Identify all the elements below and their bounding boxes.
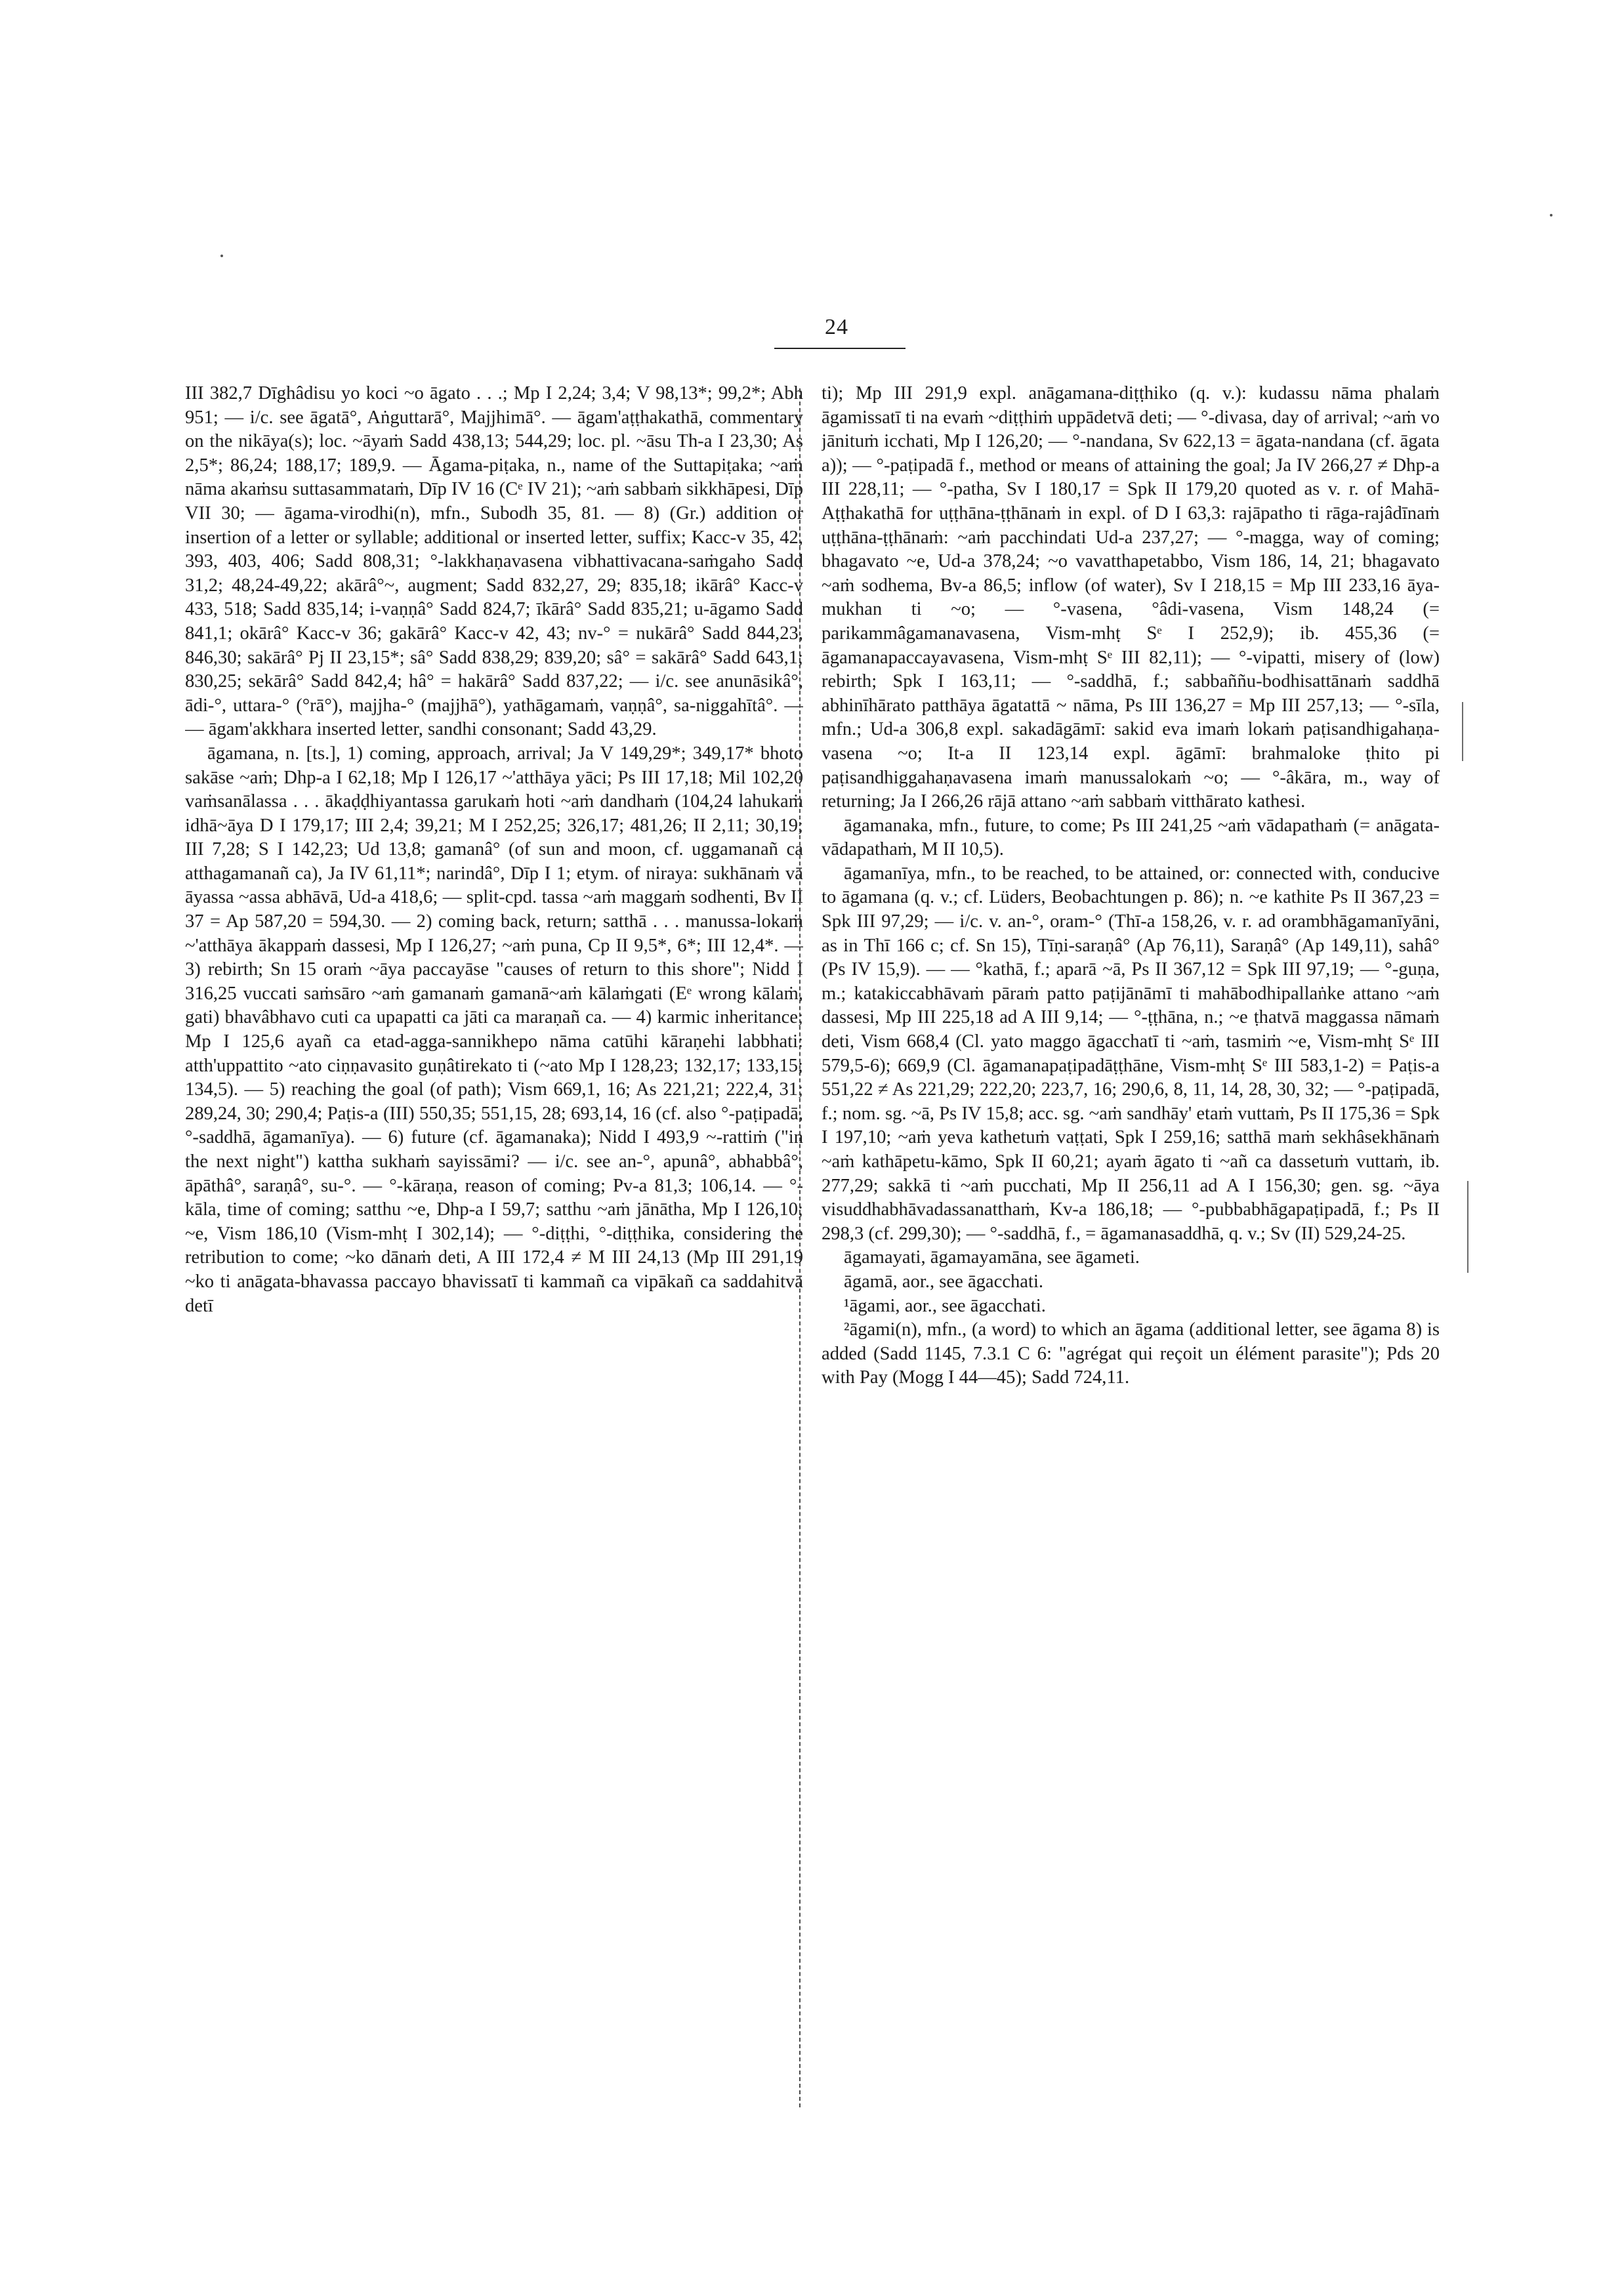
entry-agamaniya: āgamanīya, mfn., to be reached, to be attained, or: connected with, conducive to āgamana (q. v.; cf. Lüders, Beobachtungen p. 86); n. ~e kathite Ps II 367,23 = Spk III 97,29; — i/c. v. an-°, oram-° (Thī-a 158,26, v. r. ad orambhāgamanīyāni, as in Thī 166 c; cf. Sn 15), Tīṇi-saraṇâ° (Ap 76,11), Saraṇâ° (Ap 149,11), sahâ° (Ps IV 15,9). — — °kathā, f.; aparā ~ā, Ps II 367,12 = Spk III 97,19; — °-guṇa, m.; katakiccabhāvaṁ pāraṁ patto paṭijānāmī ti mahābodhipallaṅke attano ~aṁ dassesi, Mp III 225,18 ad A III 9,14; — °-ṭṭhāna, n.; ~e ṭhatvā maggassa nāmaṁ deti, Vism 668,4 (Cl. yato maggo āgacchatī ti ~aṁ, tasmiṁ ~e, Vism-mhṭ Sᵉ III 579,5-6); 669,9 (Cl. āgamanapaṭipadāṭṭhāne, Vism-mhṭ Sᵉ III 583,1-2) = Paṭis-a 551,22 ≠ As 221,29; 222,20; 223,7, 16; 290,6, 8, 11, 14, 28, 30, 32; — °-paṭipadā, f.; nom. sg. ~ā, Ps IV 15,8; acc. sg. ~aṁ sandhāy' etaṁ vuttaṁ, Ps II 175,36 = Spk I 197,10; ~aṁ yeva kathetuṁ vaṭṭati, Spk I 259,16; satthā maṁ sekhâsekhānaṁ ~aṁ kathāpetu-kāmo, Spk II 60,21; ayaṁ āgato ti ~añ ca dassetuṁ vuttaṁ, ib. 277,29; sakkā ti ~aṁ pucchati, Mp II 256,11 ad A I 156,30; gen. sg. ~āya visuddhabhāvadassanatthaṁ, Kv-a 186,18; — °-pubbabhāgapaṭipadā, f.; Ps II 298,3 (cf. 299,30); — °-saddhā, f., = āgamanasaddhā, q. v.; Sv (II) 529,24-25. xyxy=(822,863,1440,1244)
entry-continuation: ti); Mp III 291,9 expl. anāgamana-diṭṭhiko (q. v.): kudassu nāma phalaṁ āgamissatī ti na evaṁ ~diṭṭhiṁ uppādetvā deti; — °-divasa, day of arrival; ~aṁ vo jānituṁ icchati, Mp I 126,20; — °-nandana, Sv 622,13 = āgata-nandana (cf. āgata a)); — °-paṭipadā f., method or means of attaining the goal; Ja IV 266,27 ≠ Dhp-a III 228,11; — °-patha, Sv I 180,17 = Spk II 179,20 quoted as v. r. of Mahā-Aṭṭhakathā for uṭṭhāna-ṭṭhānaṁ in expl. of D I 63,3: rajāpatho ti rāga-rajâdīnaṁ uṭṭhāna-ṭṭhānaṁ: ~aṁ pacchindati Ud-a 237,27; — °-magga, way of coming; bhagavato ~e, Ud-a 378,24; ~o vavatthapetabbo, Vism 186, 14, 21; bhagavato ~aṁ sodhema, Bv-a 86,5; inflow (of water), Sv I 218,15 = Mp III 233,16 āya-mukhan ti ~o; — °-vasena, °âdi-vasena, Vism 148,24 (= parikammâgamanavasena, Vism-mhṭ Sᵉ I 252,9); ib. 455,36 (= āgamanapaccayavasena, Vism-mhṭ Sᵉ III 82,11); — °-vipatti, misery of (low) rebirth; Spk I 163,11; — °-saddhā, f.; sabbaññu-bodhisattānaṁ saddhā abhinīhārato patthāya āgatattā ~ nāma, Ps III 136,27 = Mp III 257,13; — °-sīla, mfn.; Ud-a 306,8 expl. sakadāgāmī: sakid eva imaṁ lokaṁ paṭisandhigahaṇa-vasena ~o; It-a II 123,14 expl. āgāmī: brahmaloke ṭhito pi paṭisandhiggahaṇavasena imaṁ manussalokaṁ ~o; — °-âkāra, m., way of returning; Ja I 266,26 rājā attano ~aṁ sabbaṁ vitthārato kathesi. xyxy=(822,383,1440,812)
left-column xyxy=(185,382,803,2114)
right-column xyxy=(822,382,1440,2114)
entry-agamanaka: āgamanaka, mfn., future, to come; Ps III 241,25 ~aṁ vādapathaṁ (= anāgata-vādapathaṁ, M II 10,5). xyxy=(822,815,1440,860)
page-number-rule xyxy=(774,348,906,349)
entry-agamana: āgamana, n. [ts.], 1) coming, approach, arrival; Ja V 149,29*; 349,17* bhoto sakāse ~aṁ; Dhp-a I 62,18; Mp I 126,17 ~'atthāya yāci; Ps III 17,18; Mil 102,20 vaṁsanālassa . . . ākaḍḍhiyantassa garukaṁ hoti ~aṁ dandhaṁ (104,24 lahukaṁ idhā~āya D I 179,17; III 2,4; 39,21; M I 252,25; 326,17; 481,26; II 2,11; 30,19; III 7,28; S I 142,23; Ud 13,8; gamanâ° (of sun and moon, cf. uggamanañ ca atthagamanañ ca), Ja IV 61,11*; narindâ°, Dīp I 1; etym. of niraya: sukhānaṁ vā āyassa ~assa abhāvā, Ud-a 418,6; — split-cpd. tassa ~aṁ maggaṁ sodhenti, Bv II 37 = Ap 587,20 = 594,30. — 2) coming back, return; satthā . . . manussa-lokaṁ ~'atthāya ākappaṁ dassesi, Mp I 126,27; ~aṁ puna, Cp II 9,5*, 6*; III 12,4*. — 3) rebirth; Sn 15 oraṁ ~āya paccayāse "causes of return to this shore"; Nidd I 316,25 vuccati saṁsāro ~aṁ gamanaṁ gamanā~aṁ kālaṁgati (Eᵉ wrong kālaṁ, gati) bhavâbhavo cuti ca upapatti ca jāti ca maraṇañ ca. — 4) karmic inheritance; Mp I 125,6 ayañ ca etad-agga-sannikhepo nāma catūhi kāraṇehi labbhati: atth'uppattito ~ato ciṇṇavasito guṇâtirekato ti (~ato Mp I 128,23; 132,17; 133,15; 134,5). — 5) reaching the goal (of path); Vism 669,1, 16; As 221,21; 222,4, 31; 289,24, 30; 290,4; Paṭis-a (III) 550,35; 551,15, 28; 693,14, 16 (cf. also °-paṭipadā, °-saddhā, āgamanīya). — 6) future (cf. āgamanaka); Nidd I 493,9 ~-rattiṁ ("in the next night") kattha sukhaṁ sayissāmi? — i/c. see an-°, apunâ°, abhabbâ°, āpāthâ°, saraṇâ°, su-°. — °-kāraṇa, reason of coming; Pv-a 81,3; 106,14. — °-kāla, time of coming; satthu ~e, Dhp-a I 59,7; satthu ~aṁ jānātha, Mp I 126,10; ~e, Vism 186,10 (Vism-mhṭ I 302,14); — °-diṭṭhi, °-diṭṭhika, considering the retribution to come; ~ko dānaṁ deti, A III 172,4 ≠ M III 24,13 (Mp III 291,19 ~ko ti anāgata-bhavassa paccayo bhavissatī ti kammañ ca vipākañ ca saddahitvā detī xyxy=(185,743,803,1316)
scan-speck xyxy=(220,255,223,257)
entry-agami-1: ¹āgami, aor., see āgacchati. xyxy=(844,1295,1046,1316)
entry-agami-2: ²āgami(n), mfn., (a word) to which an āgama (additional letter, see āgama 8) is added (Sadd 1145, 7.3.1 C 6: "agrégat qui reçoit un élément parasite"); Pds 20 with Pay (Mogg I 44—45); Sadd 724,11. xyxy=(822,1319,1440,1388)
column-divider xyxy=(799,388,801,2107)
scan-edge-mark xyxy=(1467,1181,1468,1273)
entry-paragraph: III 382,7 Dīghâdisu yo koci ~o āgato . . .; Mp I 2,24; 3,4; V 98,13*; 99,2*; Abh 951; — i/c. see āgatā°, Aṅguttarā°, Majjhimā°. — āgam'aṭṭhakathā, commentary on the nikāya(s); loc. ~āyaṁ Sadd 438,13; 544,29; loc. pl. ~āsu Th-a I 23,30; As 2,5*; 86,24; 188,17; 189,9. — Āgama-piṭaka, n., name of the Suttapiṭaka; ~aṁ nāma akaṁsu suttasammataṁ, Dīp IV 16 (Cᵉ IV 21); ~aṁ sabbaṁ sikkhāpesi, Dīp VII 30; — āgama-virodhi(n), mfn., Subodh 35, 81. — 8) (Gr.) addition or insertion of a letter or syllable; additional or inserted letter, suffix; Kacc-v 35, 42, 393, 403, 406; Sadd 808,31; °-lakkhaṇavasena vibhattivacana-saṁgaho Sadd 31,2; 48,24-49,22; akārâ°~, augment; Sadd 832,27, 29; 835,18; ikārâ° Kacc-v 433, 518; Sadd 835,14; i-vaṇṇâ° Sadd 824,7; īkārâ° Sadd 835,21; u-āgamo Sadd 841,1; okārâ° Kacc-v 36; gakārâ° Kacc-v 42, 43; nv-° = nukārâ° Sadd 844,23, 846,30; sakārâ° Pj II 23,15*; sâ° Sadd 838,29; 839,20; sâ° = sakārâ° Sadd 643,1; 830,25; sekārâ° Sadd 842,4; hâ° = hakārâ° Sadd 837,22; — i/c. see anunāsikâ°, ādi-°, uttara-° (°rā°), majjha-° (majjhā°), yathāgamaṁ, vaṇṇâ°, sa-niggahītâ°. — — āgam'akkhara inserted letter, sandhi consonant; Sadd 43,29. xyxy=(185,383,803,740)
page-number: 24 xyxy=(825,315,848,339)
scan-speck xyxy=(1550,214,1552,217)
entry-agama-aor: āgamā, aor., see āgacchati. xyxy=(844,1271,1044,1292)
entry-agamayati: āgamayati, āgamayamāna, see āgameti. xyxy=(844,1247,1140,1268)
scan-edge-mark xyxy=(1462,702,1463,761)
